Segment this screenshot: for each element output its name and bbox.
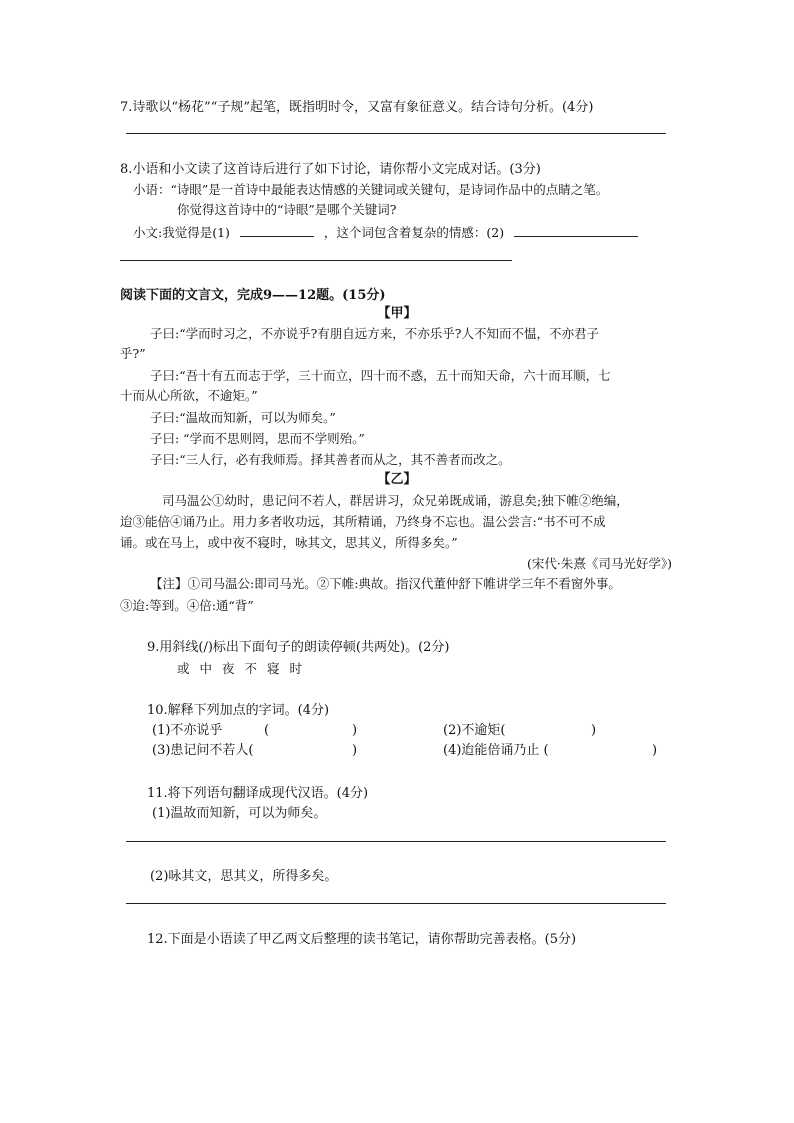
question-8: 8.小语和小文读了这首诗后进行了如下讨论，请你帮小文完成对话。(3分) (120, 162, 541, 177)
passage-yi-line-3: 诵。或在马上，或中夜不寝时，咏其文，思其义，所得多矣。” (120, 535, 458, 550)
notes-line-1: 【注】①司马温公:即司马光。②下帷:典故。指汉代董仲舒下帷讲学三年不看窗外事。 (150, 576, 621, 591)
passage-jia-title: 【甲】 (377, 306, 417, 321)
pause-sentence[interactable]: 或中夜不寝时 (177, 661, 313, 676)
passage-jia-line-5: 子曰:“温故而知新，可以为师矣。” (150, 410, 336, 425)
blank-8-2[interactable] (514, 224, 638, 237)
passage-yi-line-2: 迨③能倍④诵乃止。用力多者收功远，其所精诵，乃终身不忘也。温公尝言:“书不可不成 (120, 514, 606, 529)
question-9: 9.用斜线(/)标出下面句子的朗读停顿(共两处)。(2分) (147, 640, 450, 655)
passage-jia-line-4: 十而从心所欲，不逾矩。” (120, 388, 258, 403)
answer-line-11-2[interactable] (126, 903, 666, 904)
dialog-xiaoyu-2: 你觉得这首诗中的“诗眼”是哪个关键词? (177, 202, 397, 217)
question-12: 12.下面是小语读了甲乙两文后整理的读书笔记，请你帮助完善表格。(5分) (147, 932, 577, 947)
passage-yi-title: 【乙】 (377, 472, 417, 487)
question-10: 10.解释下列加点的字词。(4分) (147, 703, 330, 718)
passage-source: (宋代·朱熹《司马光好学》) (527, 556, 672, 571)
dialog-xiaowen (133, 224, 638, 241)
answer-line-8[interactable] (120, 260, 512, 261)
passage-jia-line-6: 子曰: “学而不思则罔，思而不学则殆。” (150, 431, 365, 446)
q10-item-4-label: (4)迨能倍诵乃止 ( (443, 743, 549, 758)
q10-item-3-paren-close: ) (352, 743, 358, 758)
answer-line-7[interactable] (126, 133, 666, 134)
passage-jia-line-1: 子曰:“学而时习之，不亦说乎?有朋自远方来，不亦乐乎?人不知而不愠，不亦君子 (150, 326, 600, 341)
q11-sentence-1: (1)温故而知新，可以为师矣。 (152, 806, 327, 821)
notes-line-2: ③迨:等到。④倍:通“背” (120, 598, 254, 613)
blank-8-1[interactable] (240, 224, 314, 237)
reading-intro: 阅读下面的文言文，完成9——12题。(15分) (120, 288, 386, 303)
q10-item-1-paren-close: ) (352, 723, 358, 738)
answer-line-11-1[interactable] (126, 841, 666, 842)
q10-item-4-paren-close: ) (652, 743, 658, 758)
q10-item-1 (152, 723, 222, 739)
question-11: 11.将下列语句翻译成现代汉语。(4分) (147, 786, 369, 801)
passage-jia-line-7: 子曰:“三人行，必有我师焉。择其善者而从之，其不善者而改之。 (150, 452, 511, 467)
passage-yi-line-1: 司马温公①幼时，患记问不若人，群居讲习，众兄弟既成诵，游息矣;独下帷②绝编， (162, 493, 629, 508)
dialog-xiaowen-part1: 小文:我觉得是(1) (133, 225, 230, 240)
q10-item-2-paren-close: ) (591, 723, 597, 738)
q11-sentence-2: (2)咏其文，思其义，所得多矣。 (150, 869, 338, 884)
dialog-xiaowen-part2: ，这个词包含着复杂的情感：(2) (323, 225, 505, 240)
question-7: 7.诗歌以“杨花”“子规”起笔，既指明时令，又富有象征意义。结合诗句分析。(4分) (120, 100, 594, 115)
q10-item-2-label: (2)不逾矩( (443, 723, 506, 738)
q10-item-1-label: (1)不亦说乎 (152, 723, 223, 738)
q10-item-3-label: (3)患记问不若人( (152, 743, 254, 758)
passage-jia-line-2: 乎?” (120, 346, 146, 361)
dialog-xiaoyu-1: 小语：“诗眼”是一首诗中最能表达情感的关键词或关键句，是诗词作品中的点睛之笔。 (133, 182, 609, 197)
passage-jia-line-3: 子曰:“吾十有五而志于学，三十而立，四十而不惑，五十而知天命，六十而耳顺，七 (150, 368, 611, 383)
q10-item-1-paren-open: ( (264, 723, 270, 738)
